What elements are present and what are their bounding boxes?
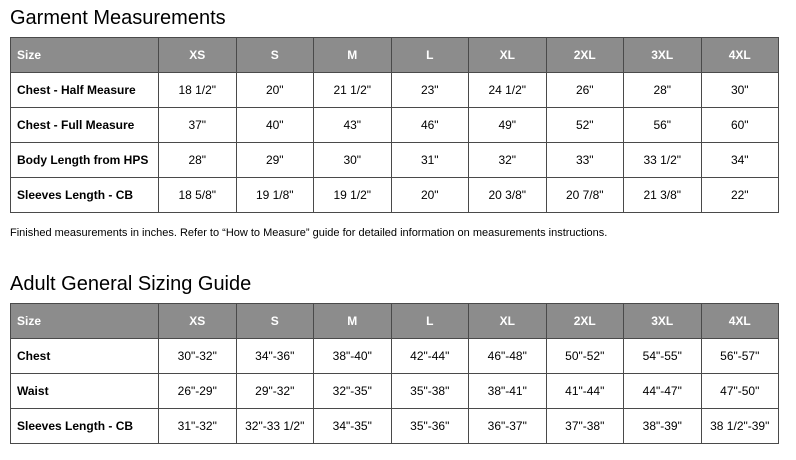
table-cell: 30" xyxy=(701,73,779,108)
table-cell: 30"-32" xyxy=(159,339,237,374)
table-cell: 49" xyxy=(469,108,547,143)
table-cell: 38 1/2"-39" xyxy=(701,409,779,444)
table-row xyxy=(11,409,779,444)
header-cell: 2XL xyxy=(546,304,624,339)
table-cell: 52" xyxy=(546,108,624,143)
header-cell: 2XL xyxy=(546,38,624,73)
table-cell: 42"-44" xyxy=(391,339,469,374)
header-cell: 4XL xyxy=(701,304,779,339)
table-cell: 43" xyxy=(314,108,392,143)
table-cell: 23" xyxy=(391,73,469,108)
table-cell: 19 1/2" xyxy=(314,178,392,213)
table-cell: 33 1/2" xyxy=(624,143,702,178)
header-cell: L xyxy=(391,304,469,339)
row-label: Sleeves Length - CB xyxy=(11,409,159,444)
header-cell: Size xyxy=(11,38,159,73)
table-cell: 47"-50" xyxy=(701,374,779,409)
header-cell: 3XL xyxy=(624,304,702,339)
table-cell: 54"-55" xyxy=(624,339,702,374)
header-cell: XL xyxy=(469,304,547,339)
table-cell: 33" xyxy=(546,143,624,178)
table-cell: 46"-48" xyxy=(469,339,547,374)
table-cell: 34"-35" xyxy=(314,409,392,444)
table-cell: 34"-36" xyxy=(236,339,314,374)
row-label: Chest - Half Measure xyxy=(11,73,159,108)
header-cell: S xyxy=(236,38,314,73)
adult-sizing-table xyxy=(10,303,779,444)
table-cell: 35"-36" xyxy=(391,409,469,444)
table-cell: 38"-40" xyxy=(314,339,392,374)
table-cell: 22" xyxy=(701,178,779,213)
table-cell: 38"-41" xyxy=(469,374,547,409)
header-cell: 3XL xyxy=(624,38,702,73)
table-cell: 31" xyxy=(391,143,469,178)
table-cell: 56" xyxy=(624,108,702,143)
header-cell: L xyxy=(391,38,469,73)
table-header-row xyxy=(11,38,779,73)
row-label: Waist xyxy=(11,374,159,409)
table-header-row xyxy=(11,304,779,339)
adult-sizing-guide-title: Adult General Sizing Guide xyxy=(10,273,252,295)
table-cell: 18 5/8" xyxy=(159,178,237,213)
table-cell: 32"-33 1/2" xyxy=(236,409,314,444)
table-row xyxy=(11,374,779,409)
header-cell: M xyxy=(314,304,392,339)
table-cell: 50"-52" xyxy=(546,339,624,374)
table-cell: 24 1/2" xyxy=(469,73,547,108)
row-label: Sleeves Length - CB xyxy=(11,178,159,213)
table-cell: 44"-47" xyxy=(624,374,702,409)
table-cell: 32" xyxy=(469,143,547,178)
garment-measurements-table xyxy=(10,37,779,213)
table-cell: 28" xyxy=(624,73,702,108)
table-cell: 26"-29" xyxy=(159,374,237,409)
header-cell: XS xyxy=(159,304,237,339)
table-row xyxy=(11,143,779,178)
table-cell: 37"-38" xyxy=(546,409,624,444)
table-cell: 18 1/2" xyxy=(159,73,237,108)
table-cell: 56"-57" xyxy=(701,339,779,374)
table-cell: 19 1/8" xyxy=(236,178,314,213)
table-cell: 20 3/8" xyxy=(469,178,547,213)
table-cell: 21 1/2" xyxy=(314,73,392,108)
garment-measurements-title: Garment Measurements xyxy=(10,7,226,29)
table-row xyxy=(11,108,779,143)
table-row xyxy=(11,339,779,374)
table-cell: 21 3/8" xyxy=(624,178,702,213)
table-cell: 32"-35" xyxy=(314,374,392,409)
row-label: Chest - Full Measure xyxy=(11,108,159,143)
table-cell: 41"-44" xyxy=(546,374,624,409)
header-cell: XL xyxy=(469,38,547,73)
table-cell: 40" xyxy=(236,108,314,143)
table-row xyxy=(11,73,779,108)
row-label: Body Length from HPS xyxy=(11,143,159,178)
table-cell: 60" xyxy=(701,108,779,143)
table-cell: 37" xyxy=(159,108,237,143)
header-cell: S xyxy=(236,304,314,339)
table-cell: 20" xyxy=(391,178,469,213)
table-cell: 35"-38" xyxy=(391,374,469,409)
table-cell: 29" xyxy=(236,143,314,178)
header-cell: 4XL xyxy=(701,38,779,73)
table-cell: 36"-37" xyxy=(469,409,547,444)
table-cell: 30" xyxy=(314,143,392,178)
table-cell: 20" xyxy=(236,73,314,108)
header-cell: XS xyxy=(159,38,237,73)
table-cell: 38"-39" xyxy=(624,409,702,444)
header-cell: M xyxy=(314,38,392,73)
table-cell: 46" xyxy=(391,108,469,143)
table-cell: 20 7/8" xyxy=(546,178,624,213)
table-cell: 29"-32" xyxy=(236,374,314,409)
header-cell: Size xyxy=(11,304,159,339)
table-cell: 31"-32" xyxy=(159,409,237,444)
table-cell: 34" xyxy=(701,143,779,178)
table-cell: 26" xyxy=(546,73,624,108)
row-label: Chest xyxy=(11,339,159,374)
table-row xyxy=(11,178,779,213)
measurements-note: Finished measurements in inches. Refer to “How to Measure” guide for detailed information on measurements instructions. xyxy=(10,227,608,239)
table-cell: 28" xyxy=(159,143,237,178)
